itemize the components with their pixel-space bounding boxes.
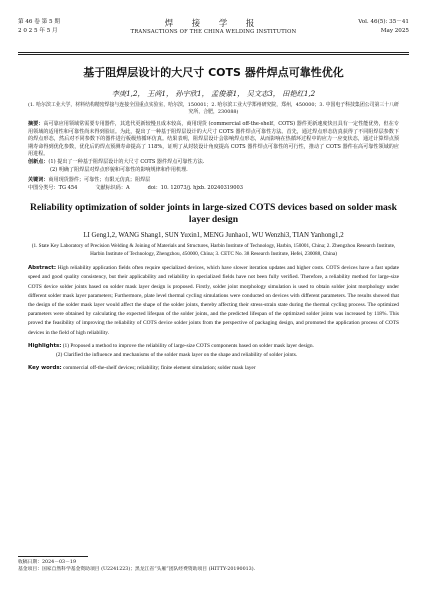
volume-pages-en: Vol. 46(5): 35－41 <box>358 19 409 25</box>
date-en: May 2025 <box>380 27 409 34</box>
footnote <box>18 556 409 573</box>
keywords-cn <box>28 177 399 185</box>
abstract-cn <box>28 121 399 159</box>
abstract-en-text: High reliability application fields often require specialized devices, which have slower iteration updates and higher costs. COTS devices have a fast update speed and good quality consistency, but their applicability and reliability in specialized fields have not been fully verified. Therefore, a reliability method for large-size COTS device solder joints based on solder mask layer design is proposed. Firstly, solder joint morphology simulation is used to obtain solder joint morphology under different solder mask layer parameters; Furthermore, plate level thermal cycling simulations were conducted on devices with different parameters. The results showed that the design of the solder mask layer would affect the shape of the solder joints, thereby affecting their stress-strain state during the thermal cycling process. The optimized parameters were obtained by calculating the expected lifespan of the solder joints, and the predicted lifespan of the optimized solder joints was increased by 118%. This proved the feasibility of improving the reliability of COTS device solder joints from the perspective of packaging design, and promoted the application process of COTS devices in the field of high reliability. <box>28 265 399 336</box>
highlight-cn-1: (1) 提出了一种基于阻焊层设计的大尺寸 COTS 器件焊点可靠性方法. <box>48 158 205 165</box>
footnote-rule <box>18 556 88 557</box>
abstract-en <box>28 264 399 338</box>
keywords-en <box>28 364 399 373</box>
highlight-en-2: (2) Clarified the influence and mechanisms of the solder mask layer on the shape and reliability of solder joints. <box>56 351 298 358</box>
highlight-en-1: (1) Proposed a method to improve the reliability of large-size COTS components based on solder mask layer design. <box>62 342 314 349</box>
authors-en: LI Geng1,2, WANG Shang1, SUN Yuxin1, MENG Junhao1, WU Wenzhi3, TIAN Yanhong1,2 <box>83 232 344 240</box>
doi-link[interactable]: doi：10. 12073/j. hjxb. 20240319003 <box>147 184 244 191</box>
date-cn: 2 0 2 5 年 5 月 <box>18 27 58 34</box>
volume-issue-cn: 第 46 卷 第 5 期 <box>18 19 60 25</box>
abstract-cn-label: 摘要： <box>28 121 44 127</box>
title-cn: 基于阻焊层设计的大尺寸 COTS 器件焊点可靠性优化 <box>83 66 344 79</box>
document-code: 文献标识码：A <box>95 184 130 191</box>
keywords-cn-label: 关键词： <box>28 177 49 184</box>
keywords-en-text: commercial off-the-shelf devices; reliability; finite element simulation; solder mask layer <box>63 365 256 372</box>
highlights-en <box>28 342 399 360</box>
keywords-en-label: Key words: <box>28 365 62 372</box>
highlights-cn-label: 创新点： <box>28 158 49 165</box>
authors-cn: 李庚1,2， 王尚1， 孙宇欣1， 孟俊豪1， 吴文志3， 田艳红1,2 <box>111 89 316 98</box>
highlight-cn-2: (2) 明确了阻焊层对焊点形貌和可靠性的影响规律和作用机理. <box>50 166 188 173</box>
highlights-en-label: Highlights: <box>28 342 62 349</box>
header-rule-thick <box>18 52 409 53</box>
affiliations-en: (1. State Key Laboratory of Precision Welding & Joining of Materials and Structures, Harbin Institute of Technology, Harbin, 150001, China; 2. Zhengzhou Research Institute, Harbin Institute of Technology, Zhengzhou, 450000, China; 3. CETC No. 38 Research Institute, Hefei, 230088, China) <box>31 243 396 257</box>
classification-line <box>28 185 399 193</box>
journal-header <box>18 18 409 52</box>
journal-name <box>78 18 349 36</box>
abstract-cn-text: 高可靠应用领域常需要专用器件，其选代更新较慢且成本较高，商用现货 (commercial off-the-shelf，COTS) 器件更新速度快且具有一定性能优势，但在专用领域的适用性和可靠性尚未得到验证。为此，提出了一种基于阻焊层设计的大尺寸 COTS 器件焊点可靠性方法。首先，通过焊点形态仿真获得了不同阻焊层参数下的焊点形态，然后对不同参数下的器件进行板级热循环仿真。结果表明，阻焊层设计会影响焊点形态，从而影响在热循环过程中的应力一应变状态，通过计算焊点预期寿命得到优化参数，优化后的焊点预测寿命提高了 118%，证明了从封装设计角度提高 COTS 器件焊点可靠性的可行性，推动了 COTS 器件在高可靠性领域的应用进程。 <box>28 121 399 158</box>
header-rule-thin <box>18 54 409 55</box>
article-body <box>28 66 399 373</box>
funding-note: 基金项目：国家自然科学基金资助项目 (U2241223)；黑龙江省“头雁”团队经费资助项目 (HITTY-20190013). <box>18 567 256 572</box>
clc-number: 中图分类号：TG 454 <box>28 184 78 191</box>
title-en: Reliability optimization of solder joints in large-sized COTS devices based on solder mask layer design <box>30 202 397 226</box>
received-date: 收稿日期：2024－03－19 <box>18 560 76 565</box>
keywords-cn-text: 商用现货器件；可靠性；有限元仿真；阻焊层 <box>48 177 151 184</box>
journal-name-en: TRANSACTIONS OF THE CHINA WELDING INSTITUTION <box>130 29 297 35</box>
abstract-en-label: Abstract: <box>28 265 57 272</box>
volume-pages <box>358 18 409 35</box>
affiliations-cn: (1. 哈尔滨工业大学，材料结构精密焊接与连接全国重点实验室，哈尔滨，150001；2. 哈尔滨工业大学郑州研究院，郑州，450000；3. 中国电子科技集团公司第三十八研究所，合肥，230088) <box>28 102 399 115</box>
journal-name-cn: 焊 接 学 报 <box>164 18 263 28</box>
volume-issue <box>18 18 60 35</box>
highlights-cn <box>28 159 399 174</box>
